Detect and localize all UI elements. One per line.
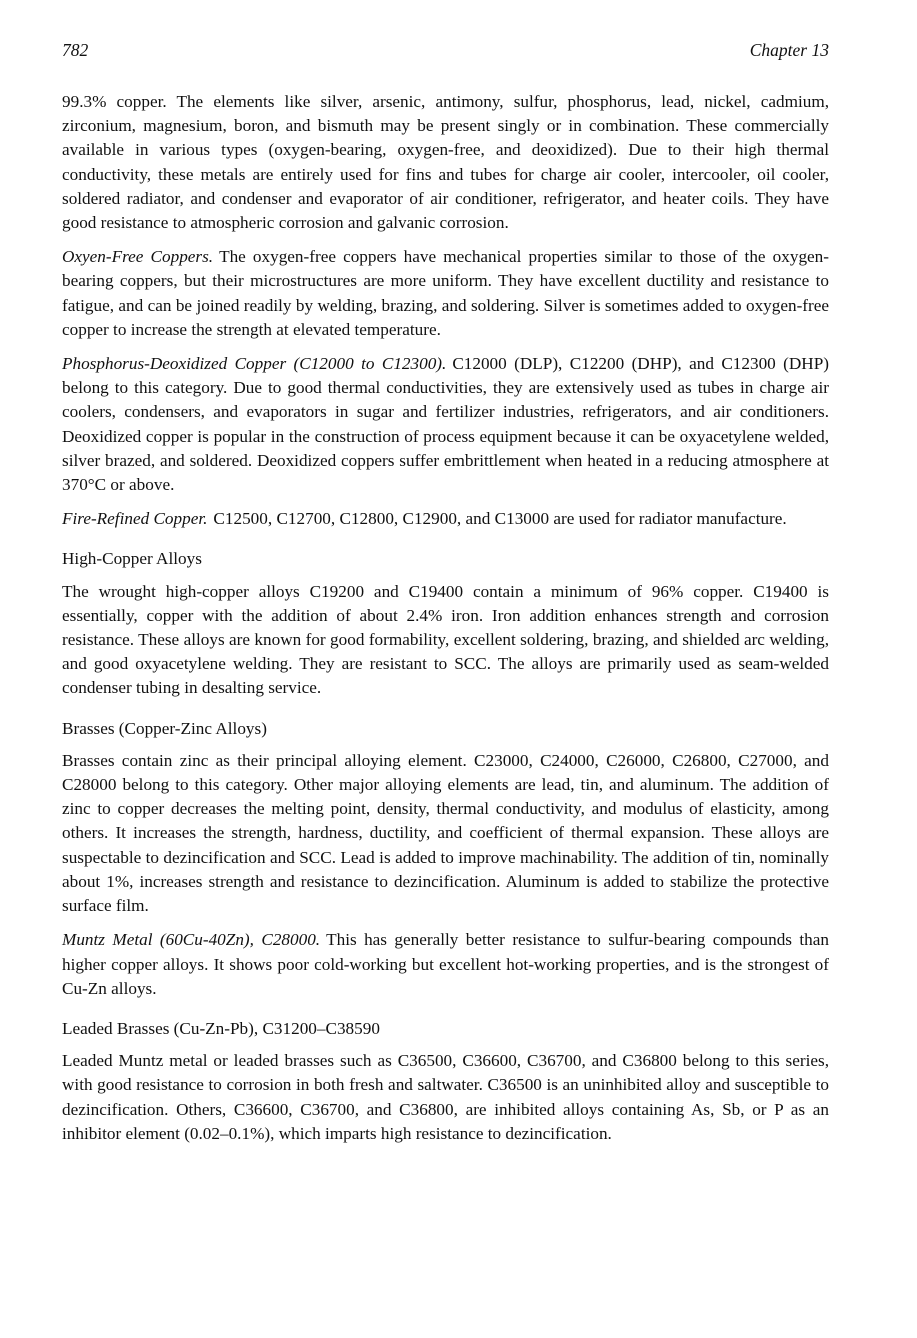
paragraph-brasses: Brasses contain zinc as their principal alloying element. C23000, C24000, C26000, C26800, C27000, and C28000 belong to this category. Other major alloying elements are lead, tin, and aluminum. The addition of zinc to copper decreases the melting point, density, thermal conductivity, and modulus of elasticity, among others. It increases the strength, hardness, ductility, and coefficient of thermal expansion. These alloys are suspectable to dezincification and SCC. Lead is added to improve machinability. The addition of tin, nominally about 1%, increases strength and resistance to dezincification. Aluminum is added to stabilize the protective surface film. [62, 750, 829, 916]
run-in-heading: Phosphorus-Deoxidized Copper (C12000 to C12300). [62, 354, 447, 374]
page-number: 782 [62, 40, 89, 60]
paragraph-oxygen-free: Oxyen-Free Coppers. The oxygen-free coppers have mechanical properties similar to those of the oxygen-bearing coppers, but their microstructures are more uniform. They have excellent ductility and resistance to fatigue, and can be joined readily by welding, brazing, and soldering. Silver is sometimes added to oxygen-free copper to increase the strength at elevated temperature. [62, 247, 829, 339]
section-heading-high-copper: High-Copper Alloys [62, 549, 202, 569]
run-in-heading: Fire-Refined Copper. [62, 509, 208, 529]
chapter-label: Chapter 13 [749, 40, 829, 60]
page-header [62, 38, 829, 62]
paragraph-leaded-brasses: Leaded Muntz metal or leaded brasses such as C36500, C36600, C36700, and C36800 belong to this series, with good resistance to corrosion in both fresh and saltwater. C36500 is an uninhibited alloy and susceptible to dezincification. Others, C36600, C36700, and C36800, are inhibited alloys containing As, Sb, or P as an inhibitor element (0.02–0.1%), which imparts high resistance to dezincification. [62, 1051, 829, 1143]
page [62, 38, 829, 1156]
section-heading-leaded-brasses: Leaded Brasses (Cu-Zn-Pb), C31200–C38590 [62, 1018, 380, 1038]
paragraph-phosphorus-deoxidized: Phosphorus-Deoxidized Copper (C12000 to C12300). C12000 (DLP), C12200 (DHP), and C12300 (DHP) belong to this category. Due to good thermal conductivities, they are extensively used as tubes in charge air coolers, condensers, and evaporators in sugar and fertilizer industries, refrigerators, and air conditioners. Deoxidized copper is popular in the construction of process equipment because it can be oxyacetylene welded, silver brazed, and soldered. Deoxidized coppers suffer embrittlement when heated in a reducing atmosphere at 370°C or above. [62, 354, 829, 495]
run-in-heading: Muntz Metal (60Cu-40Zn), C28000. [62, 930, 321, 950]
paragraph-muntz-metal: Muntz Metal (60Cu-40Zn), C28000. This has generally better resistance to sulfur-bearing compounds than higher copper alloys. It shows poor cold-working but excellent hot-working properties, and is the strongest of Cu-Zn alloys. [62, 930, 829, 998]
section-heading-brasses: Brasses (Copper-Zinc Alloys) [62, 718, 267, 738]
run-in-heading: Oxyen-Free Coppers. [62, 247, 214, 267]
paragraph-fire-refined: Fire-Refined Copper. C12500, C12700, C12800, C12900, and C13000 are used for radiator manufacture. [62, 509, 787, 529]
paragraph-copper-intro: 99.3% copper. The elements like silver, arsenic, antimony, sulfur, phosphorus, lead, nickel, cadmium, zirconium, magnesium, boron, and bismuth may be present singly or in combination. These commercially available in various types (oxygen-bearing, oxygen-free, and deoxidized). Due to their high thermal conductivity, these metals are entirely used for fins and tubes for charge air cooler, intercooler, oil cooler, soldered radiator, and condenser and evaporator of air conditioner, refrigerator, and heater coils. They have good resistance to atmospheric corrosion and galvanic corrosion. [62, 92, 829, 233]
paragraph-high-copper: The wrought high-copper alloys C19200 and C19400 contain a minimum of 96% copper. C19400 is essentially, copper with the addition of about 2.4% iron. Iron addition enhances strength and corrosion resistance. These alloys are known for good formability, excellent soldering, brazing, and shielded arc welding, and good oxyacetylene welding. They are resistant to SCC. The alloys are primarily used as seam-welded condenser tubing in desalting service. [62, 581, 829, 698]
